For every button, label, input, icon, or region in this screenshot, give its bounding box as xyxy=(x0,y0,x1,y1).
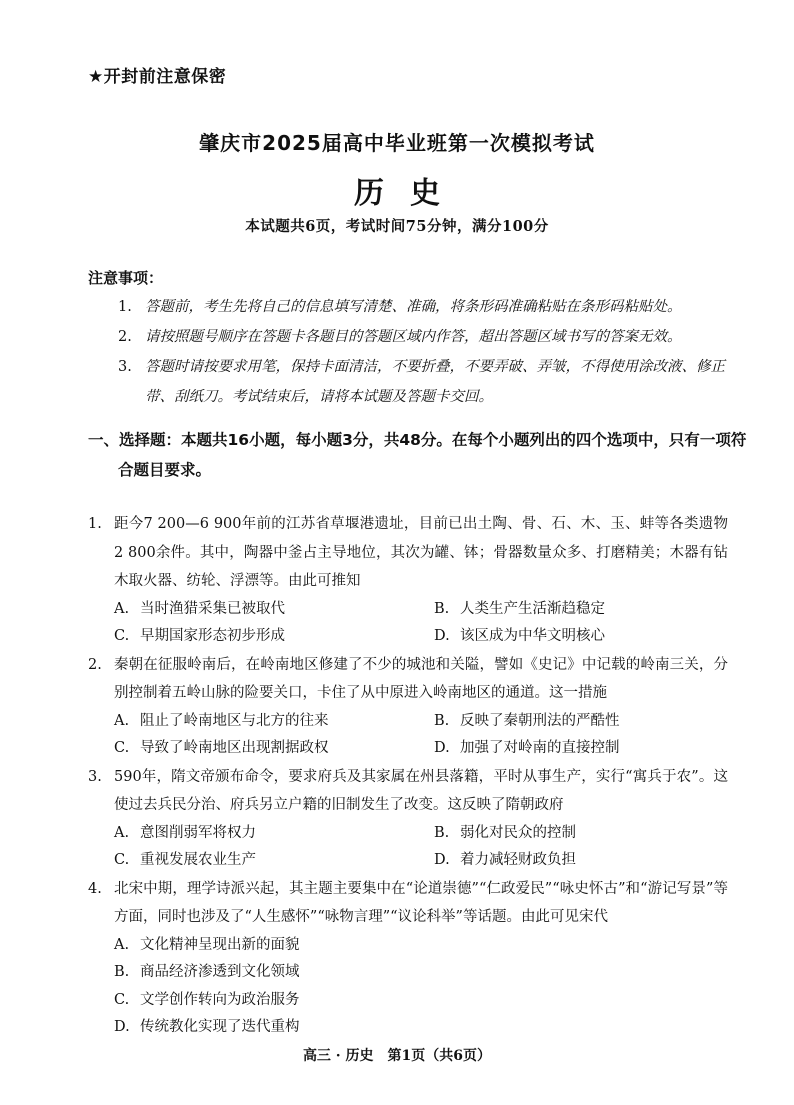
notice-item-text: 答题时请按要求用笔，保持卡面清洁，不要折叠，不要弄破、弄皱，不得使用涂改液、修正带、刮纸刀。考试结束后，请将本试题及答题卡交回。 xyxy=(145,359,725,405)
option-b: B. 商品经济渗透到文化领域 xyxy=(114,964,300,980)
question-number: 4. xyxy=(88,880,102,897)
confidential-notice: ★开封前注意保密 xyxy=(88,67,227,87)
notice-item-text: 答题前，考生先将自己的信息填写清楚、准确，将条形码准确粘贴在条形码粘贴处。 xyxy=(145,299,682,315)
subject-title: 历史 xyxy=(354,176,466,211)
notice-item xyxy=(88,292,728,322)
notice-title: 注意事项： xyxy=(88,269,164,287)
notice-item xyxy=(88,352,728,412)
question-number: 1. xyxy=(88,516,102,532)
exam-title: 肇庆市2025届高中毕业班第一次模拟考试 xyxy=(199,131,595,155)
option-b: B. 人类生产生活渐趋稳定 xyxy=(434,600,605,617)
notice-item xyxy=(88,322,728,352)
question-text: 590年，隋文帝颁布命令，要求府兵及其家属在州县落籍，平时从事生产，实行“寓兵于农”。这使过去兵民分治、府兵另立户籍的旧制发生了改变。这反映了隋朝政府 xyxy=(114,768,728,813)
notice-item-number: 3. xyxy=(118,359,132,375)
option-b: B. 弱化对民众的控制 xyxy=(434,824,576,841)
exam-info: 本试题共6页，考试时间75分钟，满分100分 xyxy=(245,218,549,235)
question-list xyxy=(88,510,728,1042)
option-list xyxy=(88,932,728,1042)
question-1 xyxy=(88,510,728,651)
option-c: C. 重视发展农业生产 xyxy=(114,852,256,868)
question-stem xyxy=(88,651,728,708)
option-b: B. 反映了秦朝刑法的严酷性 xyxy=(434,712,620,729)
option-a: A. 意图削弱军将权力 xyxy=(114,824,256,841)
option-list xyxy=(88,596,728,651)
page-footer: 高三 · 历史 第1页（共6页） xyxy=(302,1048,492,1064)
option-a: A. 当时渔猎采集已被取代 xyxy=(114,600,285,617)
section-heading: 一、选择题：本题共16小题，每小题3分，共48分。在每个小题列出的四个选项中，只有一项符合题目要求。 xyxy=(88,431,747,479)
question-3 xyxy=(88,763,728,875)
question-2 xyxy=(88,651,728,763)
question-stem xyxy=(88,875,728,932)
question-number: 3. xyxy=(88,768,102,785)
option-a: A. 文化精神呈现出新的面貌 xyxy=(114,936,300,953)
option-d: D. 该区成为中华文明核心 xyxy=(434,628,605,644)
option-c: C. 文学创作转向为政治服务 xyxy=(114,991,300,1008)
option-list xyxy=(88,820,728,875)
option-c: C. 导致了岭南地区出现割据政权 xyxy=(114,740,329,756)
question-stem xyxy=(88,763,728,820)
question-text: 距今7 200—6 900年前的江苏省草堰港遗址，目前已出土陶、骨、石、木、玉、蚌等各类遗物2 800余件。其中，陶器中釜占主导地位，其次为罐、钵；骨器数量众多、打磨精美；木器有钻木取火器、纺轮、浮漂等。由此可推知 xyxy=(114,516,728,589)
notice-item-number: 2. xyxy=(118,329,132,345)
option-d: D. 传统教化实现了迭代重构 xyxy=(114,1019,300,1035)
option-a: A. 阻止了岭南地区与北方的往来 xyxy=(114,712,329,729)
question-4 xyxy=(88,875,728,1042)
option-d: D. 着力减轻财政负担 xyxy=(434,852,576,868)
question-stem xyxy=(88,510,728,596)
notice-item-text: 请按照题号顺序在答题卡各题目的答题区域内作答，超出答题区域书写的答案无效。 xyxy=(145,329,682,345)
notice-item-number: 1. xyxy=(118,299,132,315)
question-text: 北宋中期，理学诗派兴起，其主题主要集中在“论道崇德”“仁政爱民”“咏史怀古”和“游记写景”等方面，同时也涉及了“人生感怀”“咏物言理”“议论科举”等话题。由此可见宋代 xyxy=(114,880,728,925)
option-d: D. 加强了对岭南的直接控制 xyxy=(434,740,620,756)
option-c: C. 早期国家形态初步形成 xyxy=(114,628,285,644)
question-text: 秦朝在征服岭南后，在岭南地区修建了不少的城池和关隘，譬如《史记》中记载的岭南三关，分别控制着五岭山脉的险要关口，卡住了从中原进入岭南地区的通道。这一措施 xyxy=(114,656,728,701)
option-list xyxy=(88,708,728,763)
notice-list xyxy=(88,292,728,412)
question-number: 2. xyxy=(88,656,102,673)
